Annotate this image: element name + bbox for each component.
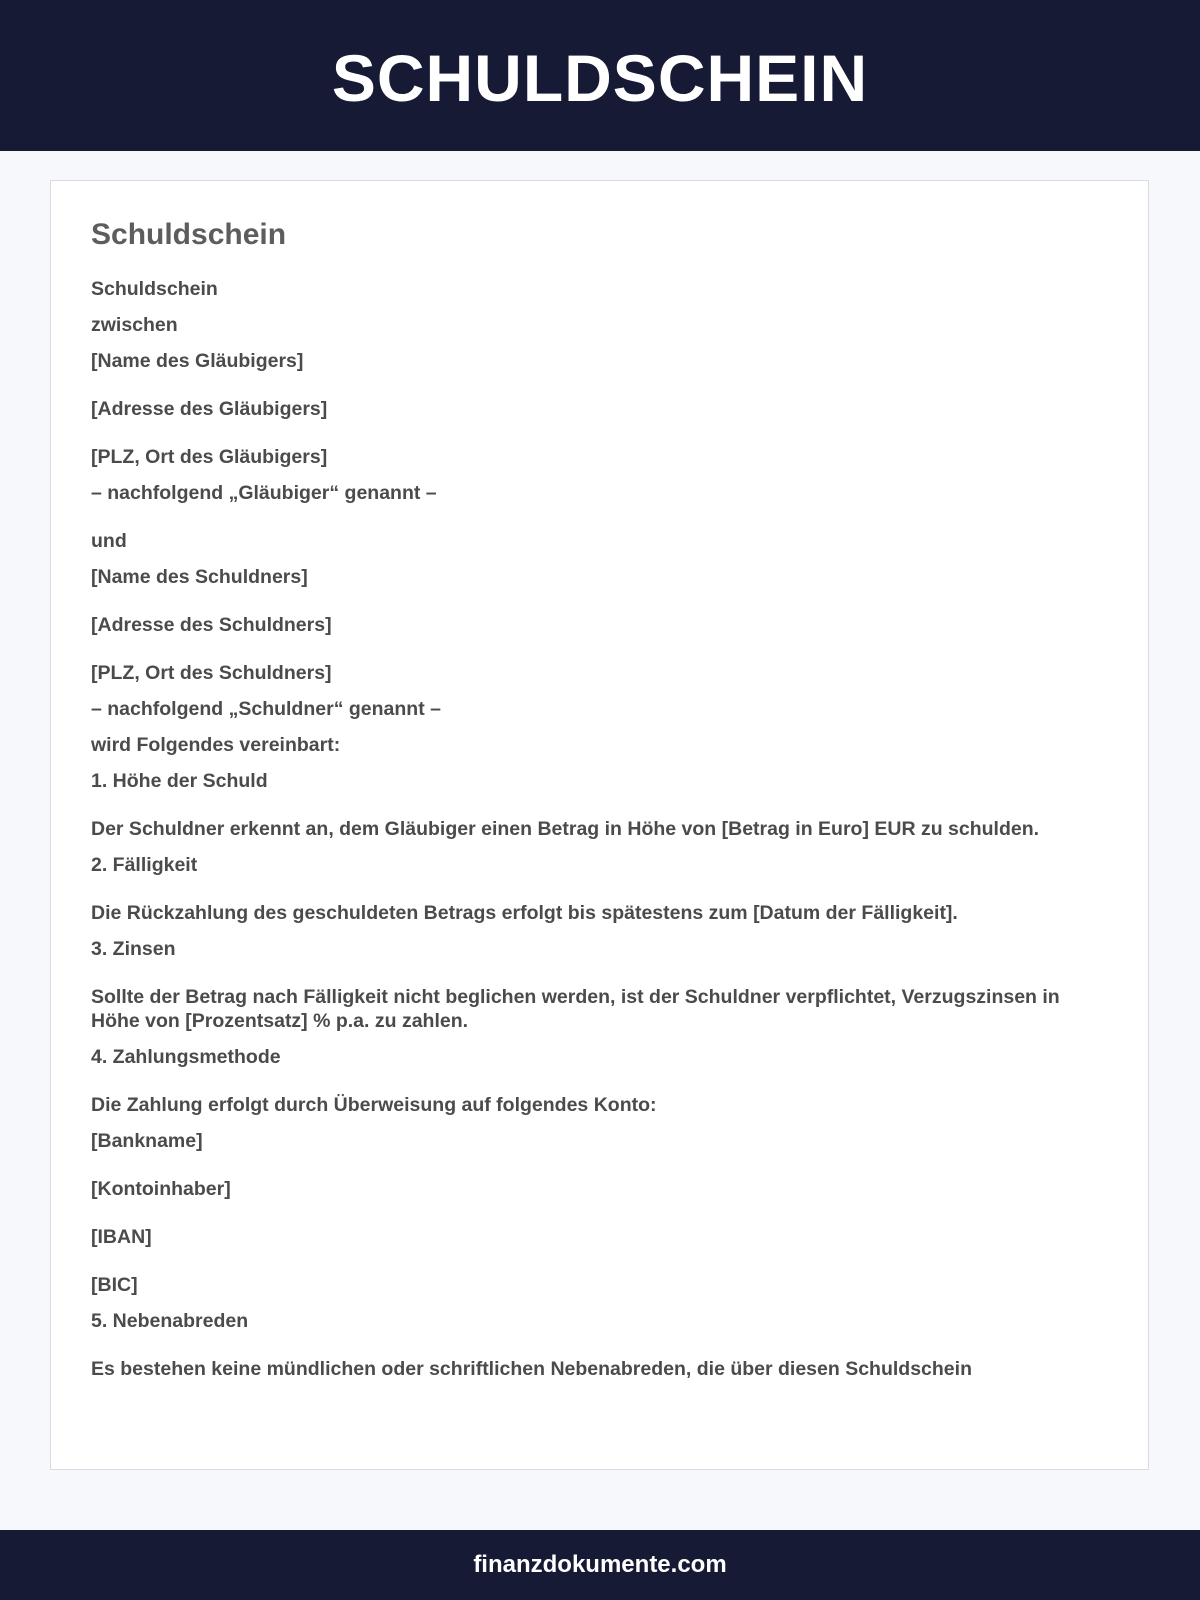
iban-field: [IBAN]	[91, 1226, 152, 1248]
section-text-interest: Sollte der Betrag nach Fälligkeit nicht beglichen werden, ist der Schuldner verpflichtet, Verzugszinsen in Höhe von [Prozentsatz] % p.a. zu zahlen.	[91, 986, 1060, 1032]
page-title: SCHULDSCHEIN	[331, 40, 869, 115]
bank-name-field: [Bankname]	[91, 1130, 203, 1152]
section-heading-amount: 1. Höhe der Schuld	[91, 770, 268, 792]
creditor-address: [Adresse des Gläubigers]	[91, 398, 328, 420]
debtor-name: [Name des Schuldners]	[91, 566, 308, 588]
document-heading: Schuldschein	[91, 218, 287, 251]
section-text-side-agreements: Es bestehen keine mündlichen oder schriftlichen Nebenabreden, die über diesen Schuldschein	[91, 1358, 972, 1380]
section-text-due: Die Rückzahlung des geschuldeten Betrags erfolgt bis spätestens zum [Datum der Fälligkeit].	[91, 902, 958, 924]
section-heading-due: 2. Fälligkeit	[91, 854, 198, 876]
section-heading-side-agreements: 5. Nebenabreden	[91, 1310, 249, 1332]
agreement-intro: wird Folgendes vereinbart:	[91, 734, 341, 756]
footer-banner	[0, 1530, 1200, 1600]
bic-field: [BIC]	[91, 1274, 138, 1296]
debtor-address: [Adresse des Schuldners]	[91, 614, 332, 636]
doc-and-line: und	[91, 530, 127, 552]
debtor-city: [PLZ, Ort des Schuldners]	[91, 662, 332, 684]
section-text-amount: Der Schuldner erkennt an, dem Gläubiger einen Betrag in Höhe von [Betrag in Euro] EUR zu schulden.	[91, 818, 1040, 840]
creditor-designation: – nachfolgend „Gläubiger“ genannt –	[91, 482, 437, 504]
debtor-designation: – nachfolgend „Schuldner“ genannt –	[91, 698, 441, 720]
creditor-name: [Name des Gläubigers]	[91, 350, 304, 372]
section-heading-payment: 4. Zahlungsmethode	[91, 1046, 281, 1068]
doc-between-line: zwischen	[91, 314, 178, 336]
doc-title-line: Schuldschein	[91, 278, 218, 300]
footer-site: finanzdokumente.com	[473, 1551, 727, 1578]
creditor-city: [PLZ, Ort des Gläubigers]	[91, 446, 328, 468]
section-heading-interest: 3. Zinsen	[91, 938, 176, 960]
account-holder-field: [Kontoinhaber]	[91, 1178, 231, 1200]
document-card	[50, 180, 1149, 1470]
section-text-payment: Die Zahlung erfolgt durch Überweisung auf folgendes Konto:	[91, 1094, 657, 1116]
header-banner	[0, 0, 1200, 151]
